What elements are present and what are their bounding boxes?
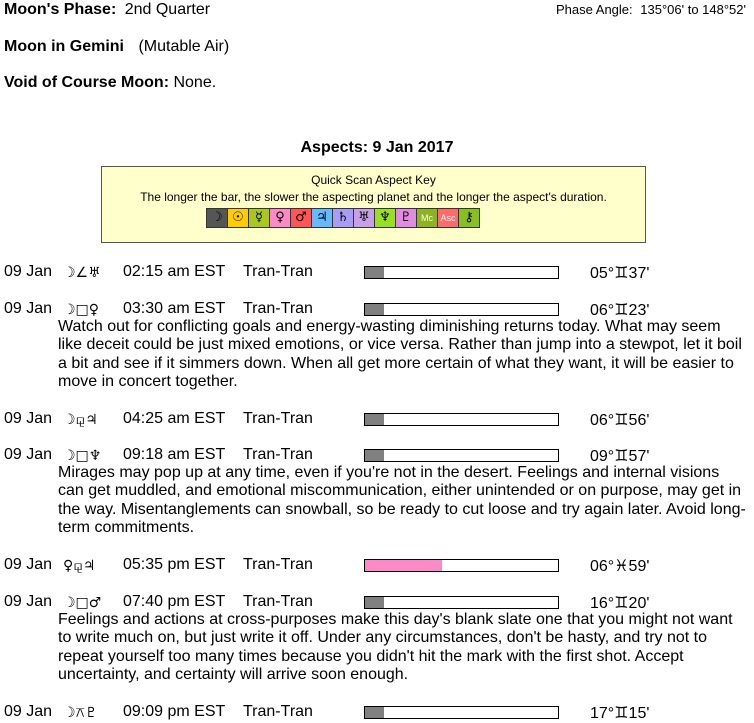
duration-bar-fill xyxy=(365,707,384,718)
aspect-description: Mirages may pop up at any time, even if you're not in the desert. Feelings and internal visions can get muddled, and emotional miscommunication, either unintended or on purpose, may get in the way. Misentanglements can snowball, so be ready to cut loose and try again later. Avoid long-term commitments. xyxy=(58,464,746,537)
ascendant-icon: Asc xyxy=(438,209,459,227)
pluto-icon: ♇ xyxy=(396,209,417,227)
aspect-row xyxy=(0,446,754,466)
venus-icon: ♀ xyxy=(270,209,291,227)
aspect-position: 06°♊56' xyxy=(590,412,650,429)
phase-angle-label: Phase Angle: xyxy=(556,2,633,17)
void-of-course xyxy=(4,74,216,92)
aspect-position: 06°♓59' xyxy=(590,558,650,575)
aspect-time: 02:15 am EST xyxy=(123,263,226,280)
aspect-date: 09 Jan xyxy=(4,556,53,573)
aspect-glyphs: ☽∠♅ xyxy=(63,265,101,281)
aspect-key-description: The longer the bar, the slower the aspecting planet and the longer the aspect's duration. xyxy=(140,190,607,204)
duration-bar-fill xyxy=(365,267,384,278)
void-value: None. xyxy=(173,74,217,91)
aspect-date: 09 Jan xyxy=(4,410,53,427)
duration-bar xyxy=(364,559,559,572)
moon-phase-value: 2nd Quarter xyxy=(124,1,211,18)
aspect-type: Tran-Tran xyxy=(243,703,313,720)
aspect-row xyxy=(0,556,754,576)
aspect-row xyxy=(0,593,754,613)
aspect-glyphs: ♀⚼♃ xyxy=(63,558,96,574)
sun-icon: ☉ xyxy=(228,209,249,227)
duration-bar-fill xyxy=(365,597,384,608)
aspect-type: Tran-Tran xyxy=(243,300,313,317)
aspect-time: 04:25 am EST xyxy=(123,410,226,427)
duration-bar-fill xyxy=(365,560,442,571)
moon-icon: ☽ xyxy=(207,209,228,227)
aspect-time: 09:18 am EST xyxy=(123,446,226,463)
duration-bar xyxy=(364,266,559,279)
aspect-position: 09°♊57' xyxy=(590,448,650,465)
duration-bar xyxy=(364,596,559,609)
aspect-date: 09 Jan xyxy=(4,263,53,280)
aspect-time: 05:35 pm EST xyxy=(123,556,226,573)
aspect-date: 09 Jan xyxy=(4,300,53,317)
phase-angle-value: 135°06' to 148°52' xyxy=(640,2,746,17)
aspect-position: 16°♊20' xyxy=(590,595,650,612)
uranus-icon: ♅ xyxy=(354,209,375,227)
phase-angle xyxy=(556,2,746,17)
aspect-type: Tran-Tran xyxy=(243,410,313,427)
aspect-key xyxy=(101,166,646,243)
aspect-time: 07:40 pm EST xyxy=(123,593,226,610)
aspect-position: 06°♊23' xyxy=(590,302,650,319)
aspect-type: Tran-Tran xyxy=(243,446,313,463)
duration-bar-fill xyxy=(365,414,384,425)
aspect-date: 09 Jan xyxy=(4,593,53,610)
aspect-time: 09:09 pm EST xyxy=(123,703,226,720)
aspect-glyphs: ☽⚻♇ xyxy=(63,705,98,721)
aspect-date: 09 Jan xyxy=(4,703,53,720)
saturn-icon: ♄ xyxy=(333,209,354,227)
neptune-icon: ♆ xyxy=(375,209,396,227)
duration-bar xyxy=(364,706,559,719)
aspect-key-title: Quick Scan Aspect Key xyxy=(311,173,436,187)
aspect-type: Tran-Tran xyxy=(243,556,313,573)
aspect-description: Feelings and actions at cross-purposes make this day's blank slate one that you might not want to write much on, but just write it off. Under any circumstances, don't be hasty, and try not to repeat yourself too many times because you didn't hit the mark with the first shot. Accept uncertainty, and certainty will arrive soon enough. xyxy=(58,611,733,684)
moon-sign-label: Moon in Gemini xyxy=(4,38,124,55)
duration-bar xyxy=(364,413,559,426)
aspect-glyphs: ☽□♂ xyxy=(63,595,102,611)
moon-sign-qualifier: (Mutable Air) xyxy=(138,38,230,55)
aspect-type: Tran-Tran xyxy=(243,263,313,280)
aspect-type: Tran-Tran xyxy=(243,593,313,610)
duration-bar-fill xyxy=(365,304,384,315)
duration-bar xyxy=(364,303,559,316)
duration-bar xyxy=(364,449,559,462)
jupiter-icon: ♃ xyxy=(312,209,333,227)
duration-bar-fill xyxy=(365,450,384,461)
aspect-row xyxy=(0,300,754,320)
aspect-time: 03:30 am EST xyxy=(123,300,226,317)
moon-sign xyxy=(4,38,229,56)
mars-icon: ♂ xyxy=(291,209,312,227)
aspects-title: Aspects: 9 Jan 2017 xyxy=(300,139,454,156)
aspect-row xyxy=(0,703,754,723)
aspect-glyphs: ☽□♆ xyxy=(63,448,102,464)
midheaven-icon: Mc xyxy=(417,209,438,227)
aspect-row xyxy=(0,410,754,430)
aspect-description: Watch out for conflicting goals and energy-wasting diminishing returns today. What may seem like deceit could be just mixed emotions, or vice versa. Rather than jump into a stewpot, let it boil a bit and see if it simmers down. When all get more certain of what they want, it will be easier to move in concert together. xyxy=(58,318,742,391)
aspect-glyphs: ☽⚼♃ xyxy=(63,412,98,428)
mercury-icon: ☿ xyxy=(249,209,270,227)
planet-color-key xyxy=(206,208,480,228)
chiron-icon: ⚷ xyxy=(459,209,479,227)
moon-phase-label: Moon's Phase: xyxy=(4,1,117,18)
void-label: Void of Course Moon: xyxy=(4,74,170,91)
moon-phase xyxy=(4,1,210,19)
aspect-position: 05°♊37' xyxy=(590,265,650,282)
aspect-date: 09 Jan xyxy=(4,446,53,463)
aspect-row xyxy=(0,263,754,283)
aspect-glyphs: ☽□♀ xyxy=(63,302,100,318)
aspect-position: 17°♊15' xyxy=(590,705,650,722)
